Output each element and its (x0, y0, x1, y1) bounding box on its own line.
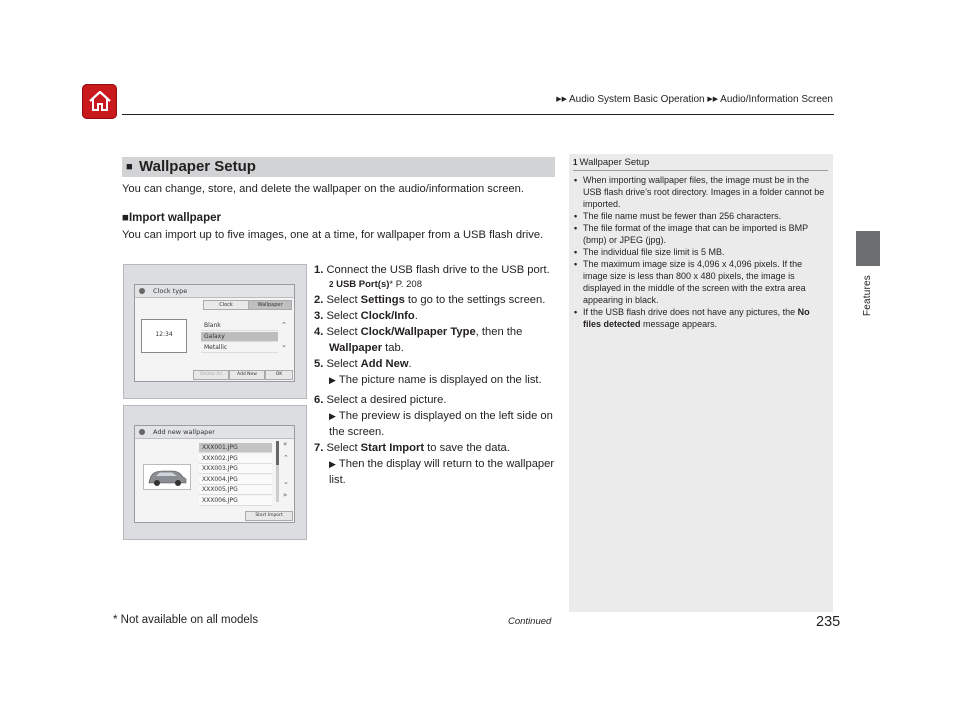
note-item: • The file name must be fewer than 256 characters. (574, 211, 782, 221)
scroll-down-icon: ⌄ (283, 478, 289, 486)
steps-list (314, 262, 558, 488)
note-item: • If the USB flash drive does not have any pictures, the No files detected message appears. (574, 307, 810, 329)
note-item: • When importing wallpaper files, the image must be in the USB flash drive’s root directory. Images in a folder cannot be imported. (574, 175, 825, 209)
note-title: 1 Wallpaper Setup (573, 157, 650, 168)
subheading-intro: You can import up to five images, one at a time, for wallpaper from a USB flash drive. (122, 229, 544, 241)
screen-title: Add new wallpaper (153, 428, 215, 436)
clock-preview: 12:34 (141, 319, 187, 353)
page-up-icon: « (283, 440, 288, 448)
screen-display (134, 425, 295, 523)
step-5: 5. Select Add New. (314, 358, 412, 370)
scroll-down-icon: ⌄ (281, 341, 287, 349)
page-number: 235 (816, 614, 841, 630)
note-item: • The file format of the image that can be imported is BMP (bmp) or JPEG (jpg). (574, 223, 808, 245)
chapter-tab[interactable] (856, 231, 880, 266)
scrollbar (276, 441, 279, 502)
back-icon (139, 429, 145, 435)
double-arrow-icon: ▶▶ (707, 96, 719, 103)
file-item: XXX004.JPG (199, 475, 272, 485)
note-divider (573, 170, 828, 171)
file-item: XXX003.JPG (199, 464, 272, 474)
step-6-result: ▶ The preview is displayed on the left side on the screen. (329, 410, 553, 438)
screen-title-bar (135, 285, 294, 298)
step-2: 2. Select Settings to go to the settings screen. (314, 294, 546, 306)
step-1: 1. Connect the USB flash drive to the USB port. (314, 264, 550, 276)
section-intro: You can change, store, and delete the wallpaper on the audio/information screen. (122, 183, 524, 195)
add-new-button: Add New (229, 370, 265, 380)
page-down-icon: » (283, 491, 288, 499)
delete-all-button: Delete All (193, 370, 229, 380)
tab-clock: Clock (203, 300, 249, 310)
step-6: 6. Select a desired picture. (314, 394, 447, 406)
car-icon (144, 465, 190, 489)
continued-label: Continued (508, 616, 552, 627)
note-item: • The individual file size limit is 5 MB. (574, 247, 725, 257)
reference-arrow-icon: 2 (329, 280, 334, 289)
note-item: • The maximum image size is 4,096 x 4,096 pixels. If the image size is less than 800 x 480 pixels, the image is displayed in the middle of the screen with the extra area appearing in black. (574, 259, 806, 305)
breadcrumb-item[interactable]: Audio System Basic Operation (568, 94, 705, 105)
ok-button: OK (265, 370, 293, 380)
option-item: Metallic (201, 343, 278, 353)
scroll-up-icon: ⌃ (281, 321, 287, 329)
screen-title-bar (135, 426, 294, 439)
header-divider (122, 114, 834, 115)
chapter-label: Features (862, 275, 873, 317)
note-icon: 1 (573, 158, 578, 167)
cross-reference[interactable]: 2 USB Port(s)* P. 208 (329, 279, 422, 290)
section-title: Wallpaper Setup (139, 158, 256, 175)
step-4: 4. Select Clock/Wallpaper Type, then the Wallpaper tab. (314, 326, 523, 354)
breadcrumb-item[interactable]: Audio/Information Screen (720, 94, 833, 105)
screen-display (134, 284, 295, 382)
square-bullet-icon: ■ (126, 161, 133, 173)
subheading: ■Import wallpaper (122, 212, 221, 224)
option-item-selected: Galaxy (201, 332, 278, 342)
file-item: XXX002.JPG (199, 454, 272, 464)
step-5-result: ▶ The picture name is displayed on the list. (329, 374, 542, 386)
result-arrow-icon: ▶ (329, 411, 336, 421)
section-header (122, 157, 555, 177)
car-preview-image (143, 464, 191, 490)
file-item: XXX005.JPG (199, 485, 272, 495)
tab-wallpaper: Wallpaper (248, 300, 292, 310)
footnote: * Not available on all models (113, 614, 259, 626)
back-icon (139, 288, 145, 294)
step-7: 7. Select Start Import to save the data. (314, 442, 510, 454)
option-item: Blank (201, 321, 278, 331)
double-arrow-icon: ▶▶ (556, 96, 567, 103)
step-3: 3. Select Clock/Info. (314, 310, 418, 322)
home-button[interactable] (82, 84, 117, 119)
file-item-selected: XXX001.JPG (199, 443, 272, 453)
step-7-result: ▶ Then the display will return to the wallpaper list. (329, 458, 555, 486)
scroll-up-icon: ⌃ (283, 454, 289, 462)
home-icon (88, 89, 112, 113)
result-arrow-icon: ▶ (329, 375, 336, 385)
note-list (574, 174, 826, 330)
add-wallpaper-screenshot (123, 405, 307, 540)
breadcrumb (556, 94, 833, 105)
clock-type-screenshot (123, 264, 307, 399)
file-item: XXX006.JPG (199, 496, 272, 506)
result-arrow-icon: ▶ (329, 459, 336, 469)
screen-title: Clock type (153, 287, 188, 295)
square-bullet-icon: ■ (122, 212, 129, 224)
start-import-button: Start Import (245, 511, 293, 521)
